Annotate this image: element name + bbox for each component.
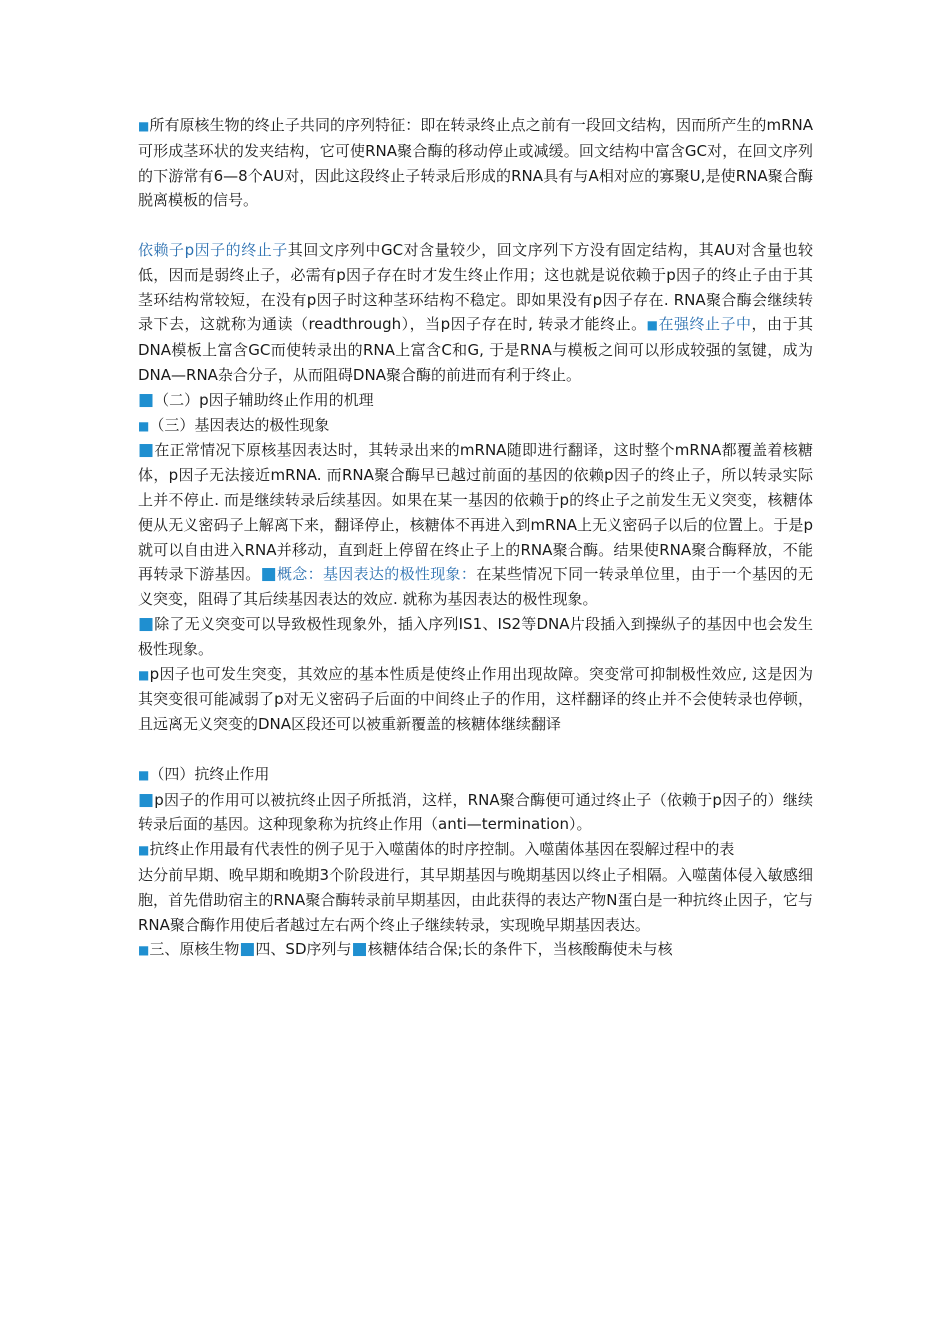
document-body [138,113,813,963]
heading-text: （二）p因子辅助终止作用的机理 [154,390,374,409]
paragraph-text: p因子也可发生突变，其效应的基本性质是使终止作用出现故障。突变常可抑制极性效应, 这是因为其突变很可能减弱了p对无义密码子后面的中间终止子的作用，这样翻译的终止并不会使转录也停顿，且远离无义突变的DNA区段还可以被重新覆盖的核糖体继续翻译 [138,664,813,734]
paragraph-text: 所有原核生物的终止子共同的序列特征：即在转录终止点之前有一段回文结构，因而所产生的mRNA可形成茎环状的发夹结构，它可使RNA聚合酶的移动停止或减缓。回文结构中富含GC对，在回文序列的下游常有6—8个AU对，因此这段终止子转录后形成的RNA具有与A相对应的寡聚U,是使RNA聚合酶脱离模板的信号。 [138,116,813,210]
paragraph-text: 达分前早期、晚早期和晚期3个阶段进行，其早期基因与晚期基因以终止子相隔。入噬菌体侵入敏感细胞，首先借助宿主的RNA聚合酶转录前早期基因，由此获得的表达产物N蛋白是一种抗终止因子，它与RNA聚合酶作用使后者越过左右两个终止子继续转录，实现晚早期基因表达。 [138,865,813,934]
paragraph-text: ，由于其DNA模板上富含GC而使转录出的RNA上富含C和G, 于是RNA与模板之间可以形成较强的氢键，成为DNA—RNA杂合分子，从而阻碍DNA聚合酶的前进而有利于终止。 [138,315,813,384]
paragraph-insertion-sequences [138,612,813,662]
bullet-square-icon: ■ [138,418,150,433]
paragraph-text: 在正常情况下原核基因表达时，其转录出来的mRNA随即进行翻译，这时整个mRNA都覆盖着核糖体，p因子无法接近mRNA. 而RNA聚合酶早已越过前面的基因的依赖p因子的终止子，所以转录实际上并不停止. 而是继续转录后续基因。如果在某一基因的依赖于p的终止子之前发生无义突变，核糖体便从无义密码子上解离下来，翻译停止，核糖体不再进入到mRNA上无义密码子以后的位置上。于是p就可以自由进入RNA并移动，直到赶上停留在终止子上的RNA聚合酶。结果使RNA聚合酶释放，不能再转录下游基因。 [138,441,813,584]
bullet-square-icon: ■ [138,389,155,410]
paragraph-text: 其回文序列中GC对含量较少，回文序列下方没有固定结构，其AU对含量也较低，因而是弱终止子，必需有p因子存在时才发生终止作用；这也就是说依赖于p因子的终止子由于其茎环结构常较短，在没有p因子时这种茎环结构不稳定。即如果没有p因子存在. RNA聚合酶会继续转录下去，这就称为通读（readthrough），当p因子存在时, 转录才能终止。 [138,240,813,334]
heading-rho-mechanism [138,388,813,413]
link-polarity-concept[interactable]: 概念：基因表达的极性现象： [276,565,477,584]
paragraph-text: 抗终止作用最有代表性的例子见于入噬菌体的时序控制。入噬菌体基因在裂解过程中的表 [149,840,735,859]
paragraph-antitermination-definition [138,788,813,838]
bullet-square-icon: ■ [260,564,277,585]
paragraph-rho-dependent [138,238,813,388]
bullet-square-icon: ■ [138,667,150,682]
bullet-square-icon: ■ [351,939,368,960]
link-rho-dependent-terminator[interactable]: 依赖子p因子的终止子 [138,240,288,259]
section-text: 核糖体结合保;长的条件下，当核酸酶使未与核 [367,940,673,959]
bullet-square-icon: ■ [646,318,659,333]
bullet-square-icon: ■ [138,789,155,810]
heading-text: （四）抗终止作用 [149,764,270,783]
paragraph-text: 在某些情况下同一转录单位里，由于一个基因的无义突变，阻碍了其后续基因表达的效应. 就称为基因表达的极性现象。 [138,565,813,609]
bullet-square-icon: ■ [138,119,150,133]
section-text: 三、原核生物 [149,940,240,959]
paragraph-rho-mutation [138,662,813,737]
heading-polarity [138,413,813,439]
paragraph-sections-list [138,937,813,963]
bullet-square-icon: ■ [138,440,155,461]
paragraph-lambda-example-continued [138,863,813,937]
section-text: 四、SD序列与 [255,940,352,959]
paragraph-text: 除了无义突变可以导致极性现象外，插入序列IS1、IS2等DNA片段插入到操纵子的基因中也会发生极性现象。 [138,614,813,658]
heading-antitermination [138,762,813,788]
paragraph-text: p因子的作用可以被抗终止因子所抵消，这样，RNA聚合酶便可通过终止子（依赖于p因子的）继续转录后面的基因。这种现象称为抗终止作用（anti—termination）。 [138,790,814,834]
link-strong-terminator[interactable]: 在强终止子中 [658,315,752,334]
heading-text: （三）基因表达的极性现象 [149,415,330,434]
paragraph-polarity-explanation [138,438,813,612]
bullet-square-icon: ■ [138,943,150,958]
bullet-square-icon: ■ [138,613,155,634]
bullet-square-icon: ■ [138,767,150,782]
bullet-square-icon: ■ [138,843,150,858]
bullet-square-icon: ■ [239,939,256,960]
paragraph-gap [138,213,813,238]
paragraph-terminator-features [138,113,813,213]
paragraph-lambda-example [138,837,813,863]
paragraph-gap [138,737,813,762]
